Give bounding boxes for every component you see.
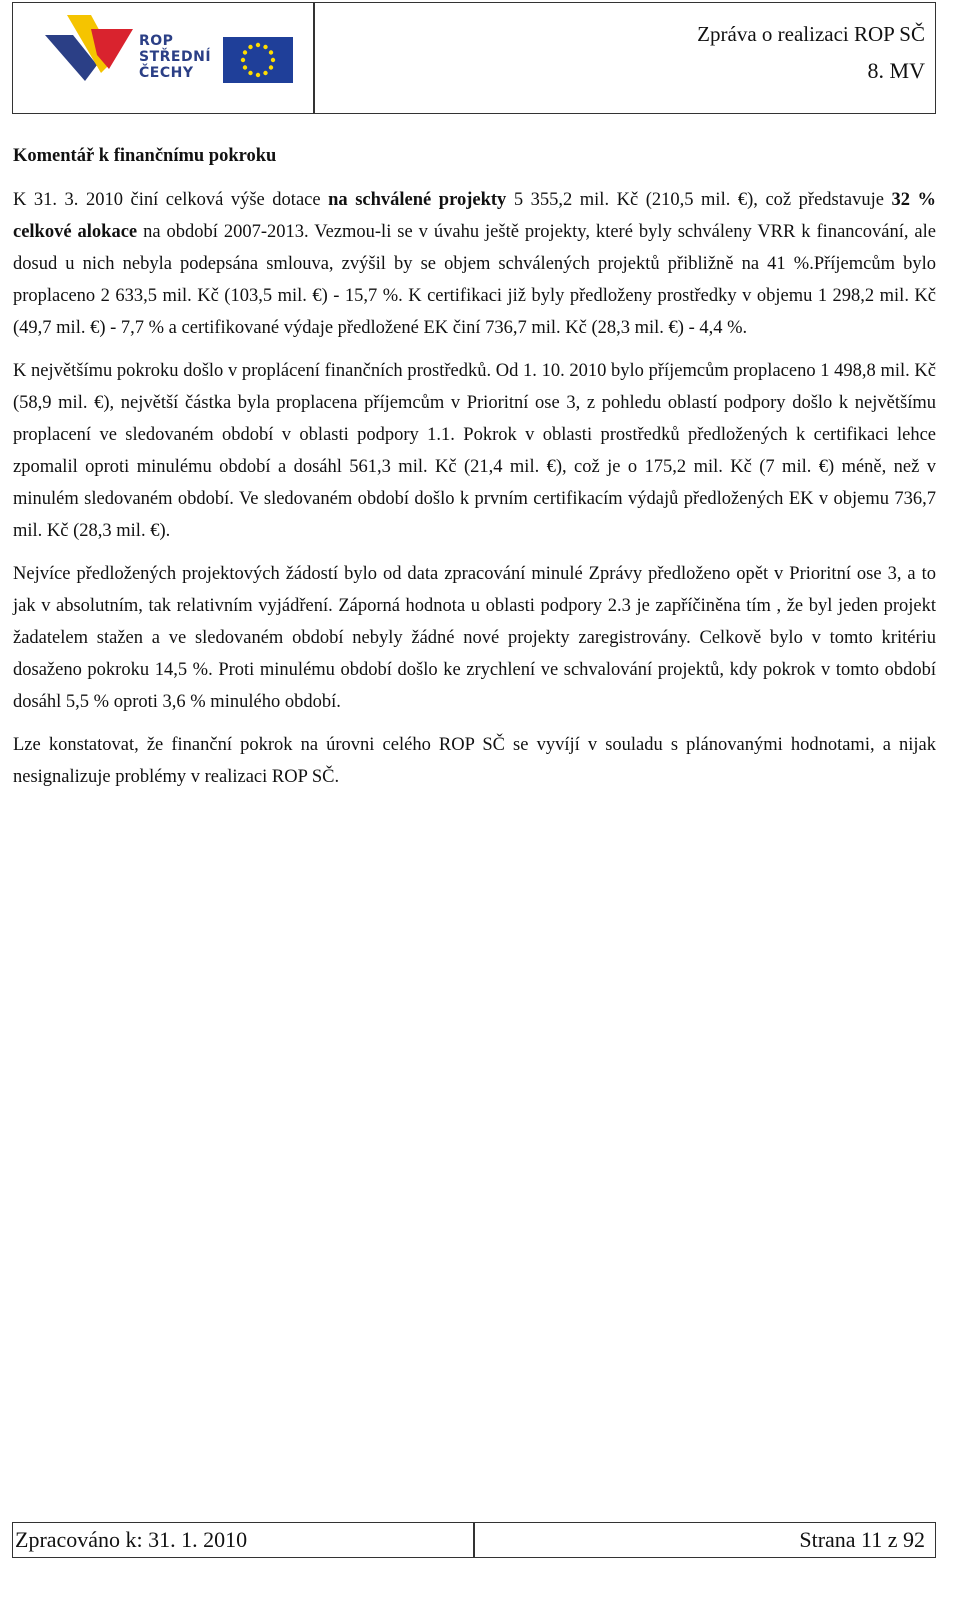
- paragraph-2: K největšímu pokroku došlo v proplácení finančních prostředků. Od 1. 10. 2010 bylo příjemcům proplaceno 1 498,8 mil. Kč (58,9 mil. €), největší částka byla proplacena příjemcům v Prioritní ose 3, z pohledu oblastí podpory došlo k největšímu proplacení ve sledovaném období v oblasti podpory 1.1. Pokrok v oblasti prostředků předložených k certifikaci lehce zpomalil oproti minulému období a dosáhl 561,3 mil. Kč (21,4 mil. €), což je o 175,2 mil. Kč (7 mil. €) méně, než v minulém sledovaném období. Ve sledovaném období došlo k prvním certifikacím výdajů předložených EK v objemu 736,7 mil. Kč (28,3 mil. €).: [13, 361, 936, 541]
- page-header: [12, 2, 936, 114]
- paragraph-1: [13, 184, 936, 344]
- logo-text: [139, 33, 211, 81]
- header-title-block: [315, 3, 935, 113]
- processed-date: Zpracováno k: 31. 1. 2010: [13, 1523, 475, 1557]
- logo-line-2: STŘEDNÍ: [139, 49, 212, 65]
- logo-area: [13, 3, 315, 113]
- page-content: [13, 140, 936, 804]
- page-number: Strana 11 z 92: [799, 1527, 925, 1552]
- paragraph-1-part-a: K 31. 3. 2010 činí celková výše dotace: [13, 190, 329, 210]
- section-heading: Komentář k finančnímu pokroku: [13, 146, 277, 166]
- paragraph-1-part-c: 5 355,2 mil. Kč (210,5 mil. €), což představuje: [506, 190, 892, 210]
- paragraph-3: Nejvíce předložených projektových žádostí bylo od data zpracování minulé Zprávy předloženo opět v Prioritní ose 3, a to jak v absolutním, tak relativním vyjádření. Záporná hodnota u oblasti podpory 2.3 je zapříčiněna tím , že byl jeden projekt žadatelem stažen a ve sledovaném období nebyly žádné nové projekty zaregistrovány. Celkově bylo v tomto kritériu dosaženo pokroku 14,5 %. Proti minulému období došlo ke zrychlení ve schvalování projektů, kdy pokrok v tomto období dosáhl 5,5 % oproti 3,6 % minulého období.: [13, 564, 936, 712]
- logo-line-3: ČECHY: [139, 65, 194, 81]
- paragraph-1-bold-allocation: 32 % celkové alokace: [13, 190, 937, 242]
- page-footer: [12, 1522, 936, 1558]
- paragraph-4: Lze konstatovat, že finanční pokrok na úrovni celého ROP SČ se vyvíjí v souladu s plánovanými hodnotami, a nijak nesignalizuje problémy v realizaci ROP SČ.: [13, 735, 936, 787]
- rop-logo-icon: [45, 15, 135, 87]
- paragraph-1-bold-approved: na schválené projekty: [328, 190, 507, 210]
- report-title: Zpráva o realizaci ROP SČ: [697, 22, 925, 46]
- eu-flag-icon: [223, 37, 293, 83]
- logo-line-1: ROP: [139, 33, 174, 49]
- report-subtitle: 8. MV: [867, 58, 925, 83]
- paragraph-1-part-e: na období 2007-2013. Vezmou-li se v úvahu ještě projekty, které byly schváleny VRR k financování, ale dosud u nich nebyla podepsána smlouva, zvýšil by se objem schválených projektů přibližně na 41 %.Příjemcům bylo proplaceno 2 633,5 mil. Kč (103,5 mil. €) - 15,7 %. K certifikaci již byly předloženy prostředky v objemu 1 298,2 mil. Kč (49,7 mil. €) - 7,7 % a certifikované výdaje předložené EK činí 736,7 mil. Kč (28,3 mil. €) - 4,4 %.: [13, 222, 936, 338]
